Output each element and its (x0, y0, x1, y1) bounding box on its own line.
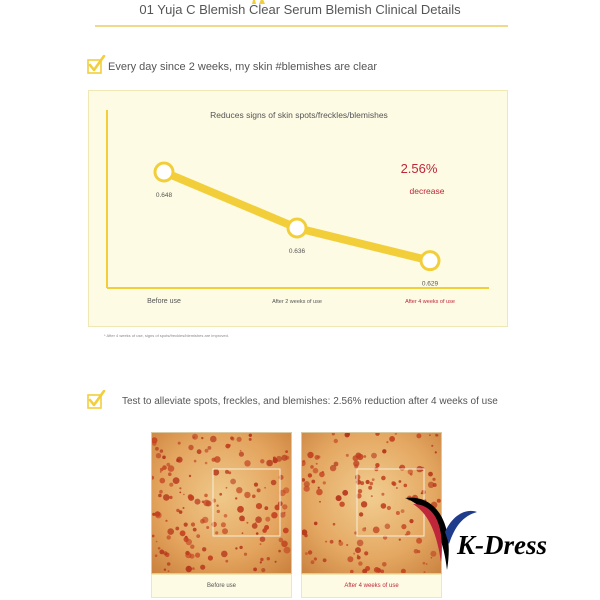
blemish-spot (282, 504, 287, 509)
blemish-spot (190, 545, 194, 549)
blemish-spot (155, 447, 159, 451)
blemish-spot (399, 480, 402, 483)
blemish-spot (364, 527, 366, 529)
blemish-spot (194, 460, 197, 463)
blemish-spot (401, 509, 405, 513)
blemish-spot (381, 476, 386, 481)
data-point (155, 163, 173, 181)
blemish-spot (353, 455, 359, 461)
annotation-text: decrease (409, 186, 445, 196)
blemish-spot (179, 487, 181, 489)
blemish-spot (226, 487, 228, 489)
blemish-spot (281, 541, 288, 548)
footnote: * After 4 weeks of use, signs of spots/freckles/blemishes are improved. (104, 333, 229, 338)
blemish-spot (307, 452, 313, 458)
blemish-spot (237, 437, 242, 442)
blemish-spot (219, 493, 222, 496)
blemish-spot (396, 511, 400, 515)
blemish-spot (399, 539, 401, 541)
blemish-spot (374, 567, 380, 573)
blemish-spot (364, 551, 368, 555)
blemish-spot (195, 499, 201, 505)
blemish-spot (176, 459, 179, 462)
blemish-spot (225, 560, 228, 563)
blemish-spot (267, 557, 270, 560)
blemish-spot (336, 495, 342, 501)
blemish-spot (236, 487, 242, 493)
blemish-spot (243, 520, 245, 522)
blemish-spot (173, 477, 180, 484)
blemish-spot (257, 488, 261, 492)
blemish-spot (213, 469, 220, 476)
blemish-spot (180, 530, 186, 536)
blemish-spot (188, 495, 194, 501)
blemish-spot (167, 562, 171, 566)
blemish-spot (314, 522, 318, 526)
blemish-spot (428, 472, 433, 477)
blemish-spot (435, 434, 438, 437)
blemish-spot (311, 560, 315, 564)
blemish-spot (215, 531, 218, 534)
blemish-spot (202, 501, 205, 504)
blemish-spot (167, 528, 174, 535)
blemish-spot (204, 494, 208, 498)
logo-text: K-Dress (457, 530, 548, 560)
blemish-spot (318, 487, 320, 489)
blemish-spot (416, 433, 421, 438)
k-dress-logo (405, 492, 580, 572)
blemish-spot (231, 437, 235, 441)
blemish-spot (205, 449, 209, 453)
blemish-spot (197, 449, 202, 454)
blemish-spot (183, 494, 185, 496)
blemish-spot (381, 503, 387, 509)
blemish-spot (316, 489, 323, 496)
blemish-spot (358, 489, 362, 493)
blemish-spot (386, 441, 388, 443)
blemish-spot (179, 492, 181, 494)
blemish-spot (346, 544, 348, 546)
blemish-spot (373, 527, 380, 534)
blemish-spot (261, 568, 265, 572)
blemish-spot (358, 561, 362, 565)
blemish-spot (169, 496, 172, 499)
blemish-spot (216, 505, 218, 507)
blemish-spot (156, 541, 158, 543)
blemish-spot (275, 561, 277, 563)
blemish-spot (368, 486, 372, 490)
data-label: 0.629 (421, 280, 439, 288)
blemish-spot (169, 483, 173, 487)
blemish-spot (178, 442, 181, 445)
blemish-spot (235, 497, 237, 499)
blemish-spot (192, 434, 198, 440)
chart-title: Reduces signs of skin spots/freckles/blemishes (210, 110, 388, 120)
title-divider (95, 25, 508, 27)
blemish-spot (361, 501, 367, 507)
blemish-spot (244, 460, 250, 466)
blemish-spot (281, 455, 287, 461)
blemish-spot (202, 517, 208, 523)
blemish-spot (203, 500, 210, 507)
blemish-spot (382, 562, 387, 567)
blemish-spot (256, 532, 259, 535)
blemish-spot (235, 547, 237, 549)
blemish-spot (249, 434, 252, 437)
blemish-spot (192, 567, 195, 570)
blemish-spot (334, 462, 339, 467)
blemish-spot (255, 516, 262, 523)
blemish-spot (244, 553, 247, 556)
blemish-spot (184, 537, 189, 542)
photo-caption-after: After 4 weeks of use (301, 574, 442, 598)
blemish-spot (158, 547, 161, 550)
blemish-spot (168, 472, 172, 476)
x-tick-label: Before use (147, 298, 181, 305)
checkmark-icon (86, 55, 106, 75)
blemish-spot (310, 465, 314, 469)
blemish-spot (323, 558, 327, 562)
blemish-spot (279, 475, 284, 480)
blemish-spot (222, 528, 228, 534)
blemish-spot (193, 528, 197, 532)
blemish-spot (237, 506, 244, 513)
blemish-spot (432, 478, 435, 481)
blemish-spot (252, 523, 258, 529)
blemish-spot (162, 456, 166, 460)
blemish-spot (322, 471, 324, 473)
blemish-spot (284, 547, 291, 554)
blemish-spot (165, 520, 167, 522)
checkmark-icon (86, 390, 106, 410)
data-label: 0.636 (288, 248, 306, 255)
blemish-spot (242, 532, 244, 534)
blemish-spot (275, 505, 281, 511)
blemish-spot (323, 481, 326, 484)
blemish-spot (252, 495, 256, 499)
blemish-spot (202, 547, 206, 551)
blemish-spot (189, 475, 191, 477)
section1-heading: Every day since 2 weeks, my skin #blemishes are clear (108, 61, 377, 73)
blemish-spot (159, 490, 163, 494)
blemish-spot (283, 528, 289, 534)
blemish-spot (353, 553, 355, 555)
blemish-spot (212, 458, 216, 462)
x-tick-label: After 2 weeks of use (272, 299, 322, 305)
blemish-spot (196, 534, 200, 538)
blemish-spot (188, 445, 193, 450)
blemish-spot (264, 506, 268, 510)
blemish-spot (239, 546, 242, 549)
blemish-spot (330, 540, 334, 544)
blemish-spot (359, 512, 363, 516)
blemish-spot (285, 450, 288, 453)
blemish-spot (179, 510, 183, 514)
blemish-spot (333, 523, 336, 526)
blemish-spot (319, 472, 325, 478)
blemish-spot (342, 490, 348, 496)
blemish-spot (200, 565, 205, 570)
blemish-spot (382, 449, 386, 453)
blemish-spot (212, 522, 217, 527)
blemish-spot (244, 492, 250, 498)
blemish-spot (166, 463, 170, 467)
blemish-spot (355, 475, 360, 480)
annotation-value: 2.56% (400, 161, 438, 176)
blemish-spot (240, 450, 242, 452)
blemish-spot (221, 551, 228, 558)
blemish-spot (175, 527, 179, 531)
blemish-spot (255, 522, 257, 524)
blemish-spot (354, 464, 358, 468)
blemish-spot (319, 501, 321, 503)
blemish-spot (334, 439, 338, 443)
blemish-spot (167, 535, 171, 539)
blemish-spot (355, 547, 361, 553)
blemish-spot (217, 510, 220, 513)
blemish-spot (278, 550, 281, 553)
blemish-spot (228, 444, 231, 447)
blemish-spot (191, 522, 195, 526)
blemish-spot (308, 550, 312, 554)
blemish-spot (184, 523, 188, 527)
blemish-spot (366, 480, 370, 484)
blemish-spot (225, 470, 229, 474)
blemish-spot (185, 552, 191, 558)
blemish-spot (396, 487, 398, 489)
blemish-spot (363, 455, 366, 458)
data-point (288, 219, 306, 237)
data-label: 0.648 (155, 192, 173, 199)
blemish-spot (260, 536, 266, 542)
blemish-spot (316, 463, 318, 465)
blemish-spot (315, 455, 320, 460)
blemish-spot (193, 436, 195, 438)
blemish-spot (201, 437, 203, 439)
x-tick-label: After 4 weeks of use (405, 299, 455, 305)
blemish-spot (338, 541, 343, 546)
blemish-spot (264, 487, 266, 489)
blemish-spot (264, 525, 269, 530)
blemish-spot (284, 512, 286, 514)
blemish-spot (304, 486, 310, 492)
blemish-spot (370, 482, 374, 486)
blemish-spot (155, 554, 158, 557)
blemish-spot (346, 454, 349, 457)
blemish-spot (260, 558, 263, 561)
blemish-spot (431, 445, 433, 447)
blemish-spot (155, 511, 161, 517)
blemish-spot (266, 460, 273, 467)
blemish-spot (308, 473, 312, 477)
blemish-spot (385, 524, 391, 530)
blemish-spot (311, 480, 315, 484)
blemish-spot (168, 570, 170, 572)
blemish-spot (404, 484, 408, 488)
blemish-spot (160, 449, 163, 452)
blemish-spot (429, 434, 431, 436)
blemish-spot (314, 557, 317, 560)
blemish-spot (183, 507, 185, 509)
blemish-spot (265, 517, 270, 522)
blemish-spot (224, 514, 228, 518)
blemish-spot (163, 494, 170, 501)
blemish-spot (253, 568, 257, 572)
chart-panel (88, 90, 508, 327)
blemish-spot (375, 463, 379, 467)
blemish-spot (389, 436, 395, 442)
blemish-spot (357, 555, 359, 557)
blemish-spot (387, 506, 391, 510)
blemish-spot (246, 522, 248, 524)
skin-photo-before (151, 432, 292, 574)
blemish-spot (273, 458, 278, 463)
blemish-spot (162, 465, 167, 470)
blemish-spot (357, 540, 364, 547)
blemish-spot (305, 552, 308, 555)
blemish-spot (230, 479, 236, 485)
blemish-spot (208, 446, 212, 450)
blemish-spot (221, 522, 226, 527)
blemish-spot (254, 483, 258, 487)
blemish-spot (371, 453, 377, 459)
blemish-spot (260, 561, 262, 563)
blemish-spot (195, 553, 200, 558)
blemish-spot (156, 453, 161, 458)
blemish-spot (158, 494, 162, 498)
blemish-spot (160, 471, 162, 473)
blemish-spot (186, 566, 192, 572)
blemish-spot (381, 493, 384, 496)
blemish-spot (160, 478, 166, 484)
blemish-spot (260, 543, 262, 545)
blemish-spot (428, 482, 434, 488)
blemish-spot (163, 551, 167, 555)
blemish-spot (313, 468, 319, 474)
blemish-spot (339, 502, 344, 507)
blemish-spot (249, 438, 252, 441)
blemish-spot (205, 462, 208, 465)
line-chart (89, 91, 507, 326)
blemish-spot (371, 495, 373, 497)
blemish-spot (435, 451, 437, 453)
blemish-spot (239, 452, 244, 457)
blemish-spot (271, 480, 277, 486)
blemish-spot (283, 487, 289, 493)
blemish-spot (210, 436, 217, 443)
blemish-spot (391, 481, 395, 485)
blemish-spot (206, 526, 209, 529)
blemish-spot (256, 503, 262, 509)
section2-heading: Test to alleviate spots, freckles, and blemishes: 2.56% reduction after 4 weeks of use (122, 396, 498, 407)
blemish-spot (271, 512, 277, 518)
blemish-spot (260, 459, 264, 463)
photo-caption-before: Before use (151, 574, 292, 598)
blemish-spot (408, 469, 413, 474)
data-point (421, 252, 439, 270)
blemish-spot (208, 555, 213, 560)
blemish-spot (372, 478, 375, 481)
blemish-spot (347, 556, 353, 562)
blemish-spot (325, 541, 327, 543)
page-title: 01 Yuja C Blemish Clear Serum Blemish Clinical Details (139, 2, 461, 17)
blemish-spot (164, 569, 166, 571)
